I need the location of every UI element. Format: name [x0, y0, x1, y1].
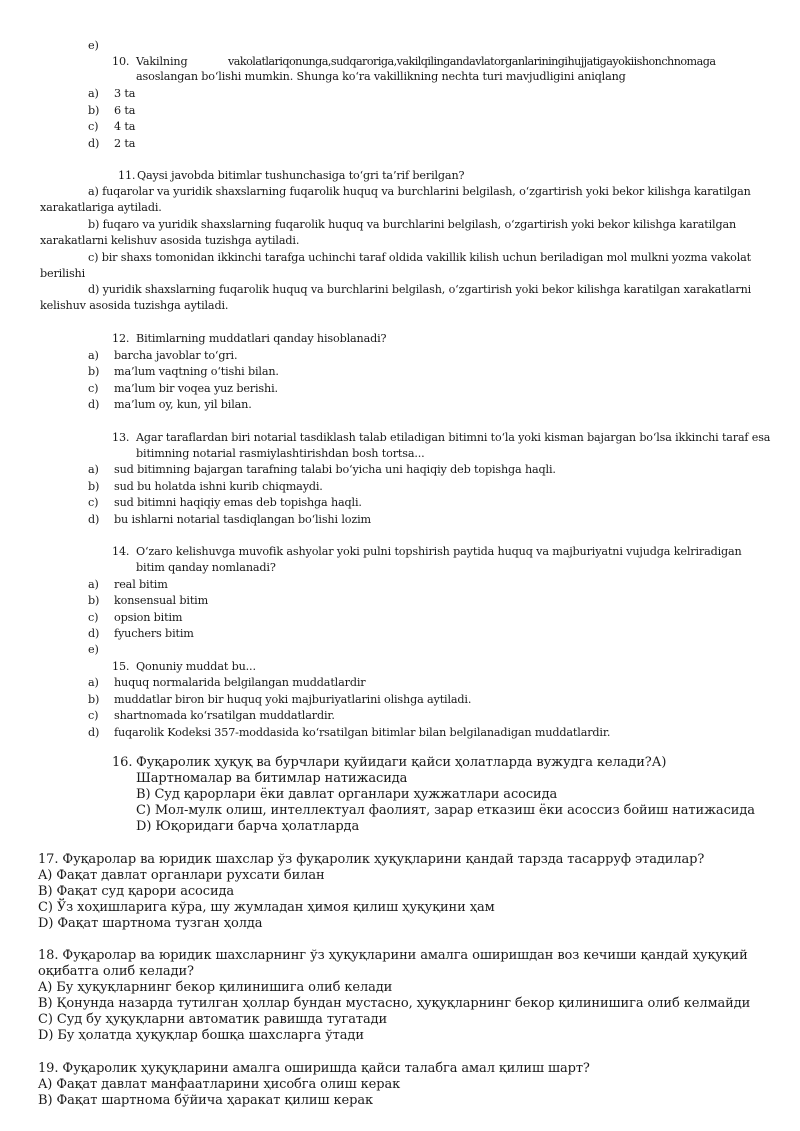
answer-c-line1: c) bir shaxs tomonidan ikkinchi tarafga uchinchi taraf oldida vakillik kilish uchun beriladigan mol mulkni yozma vakolat	[88, 251, 752, 264]
option-text: opsion bitim	[114, 611, 183, 624]
option-marker: d)	[88, 398, 100, 411]
option-marker: d)	[88, 726, 100, 739]
option-text: ma’lum vaqtning o‘tishi bilan.	[114, 365, 279, 378]
option-text: D) Бу ҳолатда ҳуқуқлар бошқа шахсларга ўтади	[38, 1028, 364, 1043]
question-text: bitimning notarial rasmiylashtirishdan bosh tortsa...	[136, 447, 425, 460]
option-text: fuqarolik Kodeksi 357-moddasida ko‘rsatilgan bitimlar bilan belgilanadigan muddatlardir.	[114, 726, 611, 739]
question-number: 12.	[112, 332, 130, 345]
option-marker: b)	[88, 365, 100, 378]
option-text: sud bitimning bajargan tarafning talabi bo‘yicha uni haqiqiy deb topishga haqli.	[114, 463, 556, 476]
question-text: 18. Фуқаролар ва юридик шахсларнинг ўз ҳуқуқларини амалга оширишдан воз кечиши қандай ҳуқуқий	[38, 948, 748, 963]
option-marker: c)	[88, 709, 99, 722]
option-text: D) Юқоридаги барча ҳолатларда	[136, 819, 360, 834]
option-text: B) Фақат шартнома бўйича ҳаракат қилиш керак	[38, 1093, 374, 1108]
question-number: 10.	[112, 55, 130, 68]
answer-a-line1: a) fuqarolar va yuridik shaxslarning fuqarolik huquq va burchlarini belgilash, o‘zgartirish yoki bekor kilishga karatilgan	[88, 185, 751, 198]
option-marker: a)	[88, 463, 99, 476]
option-text: real bitim	[114, 578, 168, 591]
option-text: ma’lum bir voqea yuz berishi.	[114, 382, 278, 395]
option-marker: d)	[88, 513, 100, 526]
option-text: B) Қонунда назарда тутилган ҳоллар бундан мустасно, ҳуқуқларнинг бекор қилинишига олиб келмайди	[38, 996, 751, 1011]
answer-c-line2: berilishi	[40, 267, 86, 280]
option-marker: b)	[88, 104, 100, 117]
option-text: A) Бу ҳуқуқларнинг бекор қилинишига олиб келади	[38, 980, 393, 995]
option-text: 2 ta	[114, 137, 136, 150]
option-text: D) Фақат шартнома тузган ҳолда	[38, 916, 263, 931]
option-text: sud bu holatda ishni kurib chiqmaydi.	[114, 480, 323, 493]
question-number: 15.	[112, 660, 130, 673]
question-text: Bitimlarning muddatlari qanday hisoblanadi?	[136, 332, 387, 345]
option-text: ma’lum oy, kun, yil bilan.	[114, 398, 252, 411]
option-text: shartnomada ko‘rsatilgan muddatlardir.	[114, 709, 335, 722]
option-text: bu ishlarni notarial tasdiqlangan bo‘lishi lozim	[114, 513, 371, 526]
option-marker-e: e)	[88, 39, 99, 52]
question-text: Qonuniy muddat bu...	[136, 660, 256, 673]
question-text: оқибатга олиб келади?	[38, 964, 194, 979]
option-marker: a)	[88, 676, 99, 689]
option-marker: b)	[88, 480, 100, 493]
option-marker: a)	[88, 349, 99, 362]
option-marker: c)	[88, 496, 99, 509]
option-text: fyuchers bitim	[114, 627, 194, 640]
option-text: sud bitimni haqiqiy emas deb topishga haqli.	[114, 496, 362, 509]
option-text: B) Суд қарорлари ёки давлат органлари ҳужжатлари асосида	[136, 787, 558, 802]
answer-b-line2: xarakatlarni kelishuv asosida tuzishga aytiladi.	[40, 234, 300, 247]
option-marker: c)	[88, 120, 99, 133]
question-text: asoslangan bo‘lishi mumkin. Shunga ko‘ra vakillikning nechta turi mavjudligini aniqlang	[136, 70, 626, 83]
question-text: Agar taraflardan biri notarial tasdiklash talab etiladigan bitimni to‘la yoki kisman bajargan bo‘lsa ikkinchi taraf esa	[136, 431, 771, 444]
question-text: O‘zaro kelishuvga muvofik ashyolar yoki pulni topshirish paytida huquq va majburiyatni vujudga kelriradigan	[136, 545, 742, 558]
option-text: B) Фақат суд қарори асосида	[38, 884, 235, 899]
question-text: bitim qanday nomlanadi?	[136, 561, 276, 574]
question-text: 19. Фуқаролик ҳуқуқларини амалга оширишда қайси талабга амал қилиш шарт?	[38, 1061, 590, 1076]
question-text: Qaysi javobda bitimlar tushunchasiga to‘gri ta’rif berilgan?	[137, 169, 465, 182]
question-text: Vakilning	[136, 55, 188, 68]
option-text: muddatlar biron bir huquq yoki majburiyatlarini olishga aytiladi.	[114, 693, 472, 706]
option-marker: d)	[88, 627, 100, 640]
answer-a-line2: xarakatlariga aytiladi.	[40, 201, 162, 214]
option-text: C) Мол-мулк олиш, интеллектуал фаолият, зарар етказиш ёки асоссиз бойиш натижасида	[136, 803, 755, 818]
option-text: 6 ta	[114, 104, 136, 117]
option-marker: b)	[88, 594, 100, 607]
option-text: A) Фақат давлат манфаатларини ҳисобга олиш керак	[38, 1077, 401, 1092]
option-text: barcha javoblar to‘gri.	[114, 349, 238, 362]
question-text: Фуқаролик ҳуқуқ ва бурчлари қуйидаги қайси ҳолатларда вужудга келади?А)	[136, 755, 667, 770]
question-number: 11.	[118, 169, 136, 182]
option-marker-e: e)	[88, 643, 99, 656]
question-number: 13.	[112, 431, 130, 444]
option-text: C) Ўз хоҳишларига кўра, шу жумладан ҳимоя қилиш ҳуқуқини ҳам	[38, 900, 495, 915]
option-marker: c)	[88, 382, 99, 395]
question-text: 17. Фуқаролар ва юридик шахслар ўз фуқаролик ҳуқуқларини қандай тарзда тасарруф этадилар?	[38, 852, 705, 867]
answer-d-line2: kelishuv asosida tuzishga aytiladi.	[40, 299, 229, 312]
question-number: 16.	[112, 755, 133, 770]
option-text: konsensual bitim	[114, 594, 209, 607]
answer-d-line1: d) yuridik shaxslarning fuqarolik huquq va burchlarini belgilash, o‘zgartirish yoki bekor kilishga karatilgan xarakatlarni	[88, 283, 752, 296]
option-text: Шартномалар ва битимлар натижасида	[136, 771, 408, 786]
option-text: huquq normalarida belgilangan muddatlardir	[114, 676, 366, 689]
option-text: 3 ta	[114, 87, 136, 100]
option-text: A) Фақат давлат органлари рухсати билан	[38, 868, 325, 883]
option-marker: c)	[88, 611, 99, 624]
option-text: 4 ta	[114, 120, 136, 133]
option-marker: d)	[88, 137, 100, 150]
answer-b-line1: b) fuqaro va yuridik shaxslarning fuqarolik huquq va burchlarini belgilash, o‘zgartirish yoki bekor kilishga karatilgan	[88, 218, 737, 231]
question-text: vakolatlariqonunga,sudqaroriga,vakilqilingandavlatorganlariningihujjatigayokiishonchnomaga	[228, 55, 716, 68]
option-text: C) Суд бу ҳуқуқларни автоматик равишда тугатади	[38, 1012, 388, 1027]
option-marker: a)	[88, 578, 99, 591]
option-marker: a)	[88, 87, 99, 100]
question-number: 14.	[112, 545, 130, 558]
option-marker: b)	[88, 693, 100, 706]
